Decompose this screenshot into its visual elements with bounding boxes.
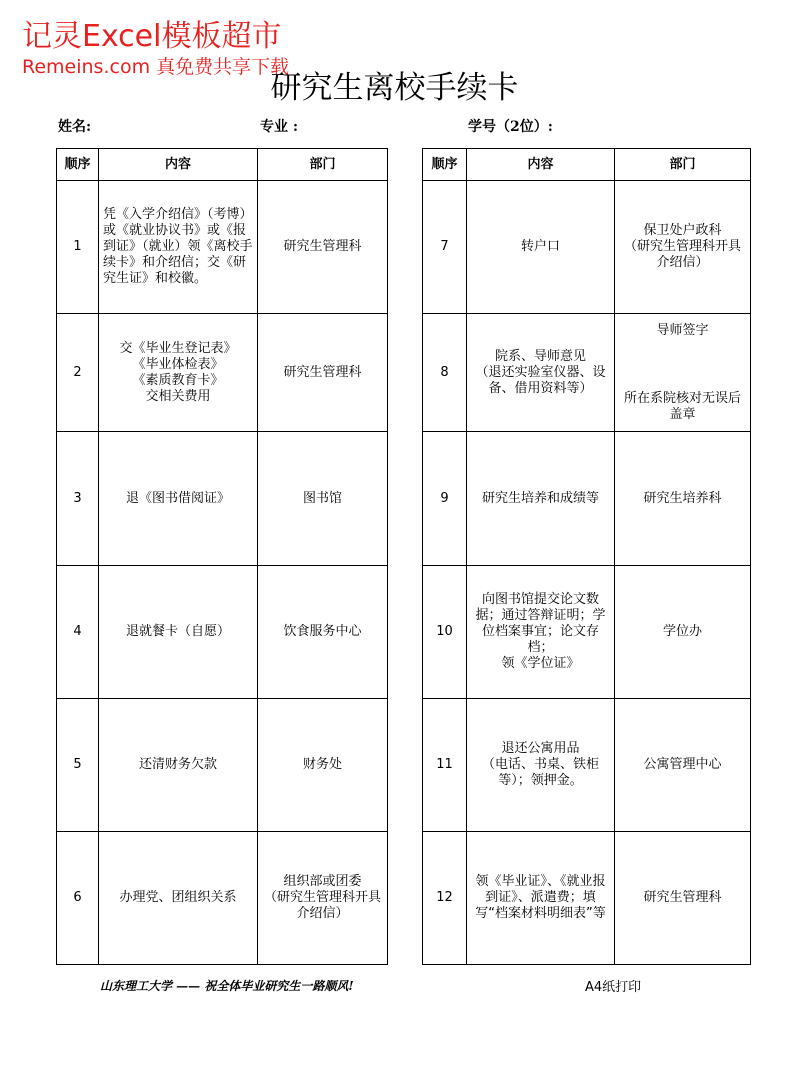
row-seq: 4	[57, 566, 99, 699]
table-row	[423, 566, 751, 699]
row-seq: 9	[423, 432, 467, 566]
page-title: 研究生离校手续卡	[270, 70, 519, 106]
row-seq: 5	[57, 699, 99, 832]
row-content: 退《图书借阅证》	[99, 432, 258, 566]
row-seq: 6	[57, 832, 99, 965]
row-dept: 财务处	[258, 699, 388, 832]
table-row	[57, 314, 388, 432]
row-seq: 11	[423, 699, 467, 832]
table-row	[423, 181, 751, 314]
row-dept: 研究生培养科	[615, 432, 751, 566]
row-content: 领《毕业证》、《就业报到证》、派遣费；填写“档案材料明细表”等	[467, 832, 615, 965]
row-content: 转户口	[467, 181, 615, 314]
row-content: 办理党、团组织关系	[99, 832, 258, 965]
table-row	[423, 314, 751, 432]
row-content: 交《毕业生登记表》 《毕业体检表》 《素质教育卡》 交相关费用	[99, 314, 258, 432]
row-dept: 研究生管理科	[615, 832, 751, 965]
right-procedure-table	[422, 148, 751, 965]
watermark-title: 记灵Excel模板超市	[22, 19, 282, 54]
left-procedure-table	[56, 148, 388, 965]
major-label: 专业 :	[260, 119, 299, 135]
student-no-label: 学号（2位）:	[468, 119, 553, 135]
department-stamp-label: 所在系院核对无误后盖章	[623, 390, 741, 422]
watermark-subtitle: Remeins.com 真免费共享下载	[22, 56, 290, 78]
footer-print-note: A4纸打印	[585, 980, 642, 995]
row-dept: 公寓管理中心	[615, 699, 751, 832]
row-dept-cell	[615, 314, 751, 432]
row-content: 凭《入学介绍信》（考博）或《就业协议书》或《报到证》（就业）领《离校手续卡》和介绍信；交《研究生证》和校徽。	[99, 181, 258, 314]
table-header-row	[57, 149, 388, 181]
table-row	[423, 832, 751, 965]
row-dept: 图书馆	[258, 432, 388, 566]
table-row	[423, 699, 751, 832]
header-dept: 部门	[615, 149, 751, 181]
row-seq: 2	[57, 314, 99, 432]
row-dept: 研究生管理科	[258, 181, 388, 314]
row-content: 院系、导师意见 （退还实验室仪器、设备、借用资料等）	[467, 314, 615, 432]
advisor-signature-label: 导师签字	[656, 322, 709, 338]
row-seq: 1	[57, 181, 99, 314]
footer-school-slogan: 山东理工大学 —— 祝全体毕业研究生一路顺风!	[100, 979, 354, 993]
table-row	[57, 832, 388, 965]
row-dept: 饮食服务中心	[258, 566, 388, 699]
row-seq: 8	[423, 314, 467, 432]
row-content: 退就餐卡（自愿）	[99, 566, 258, 699]
header-seq: 顺序	[423, 149, 467, 181]
name-label: 姓名:	[58, 119, 92, 135]
row-seq: 3	[57, 432, 99, 566]
row-content: 退还公寓用品 （电话、书桌、铁柜等）；领押金。	[467, 699, 615, 832]
row-content: 还清财务欠款	[99, 699, 258, 832]
row-content: 向图书馆提交论文数据；通过答辩证明；学位档案事宜；论文存档； 领《学位证》	[467, 566, 615, 699]
header-dept: 部门	[258, 149, 388, 181]
table-row	[57, 432, 388, 566]
row-dept: 组织部或团委 （研究生管理科开具介绍信）	[258, 832, 388, 965]
row-seq: 7	[423, 181, 467, 314]
table-header-row	[423, 149, 751, 181]
header-content: 内容	[467, 149, 615, 181]
row-seq: 10	[423, 566, 467, 699]
table-row	[57, 181, 388, 314]
table-row	[423, 432, 751, 566]
table-row	[57, 699, 388, 832]
row-seq: 12	[423, 832, 467, 965]
row-dept: 学位办	[615, 566, 751, 699]
row-dept: 研究生管理科	[258, 314, 388, 432]
row-dept: 保卫处户政科 （研究生管理科开具介绍信）	[615, 181, 751, 314]
header-content: 内容	[99, 149, 258, 181]
header-seq: 顺序	[57, 149, 99, 181]
table-row	[57, 566, 388, 699]
row-content: 研究生培养和成绩等	[467, 432, 615, 566]
